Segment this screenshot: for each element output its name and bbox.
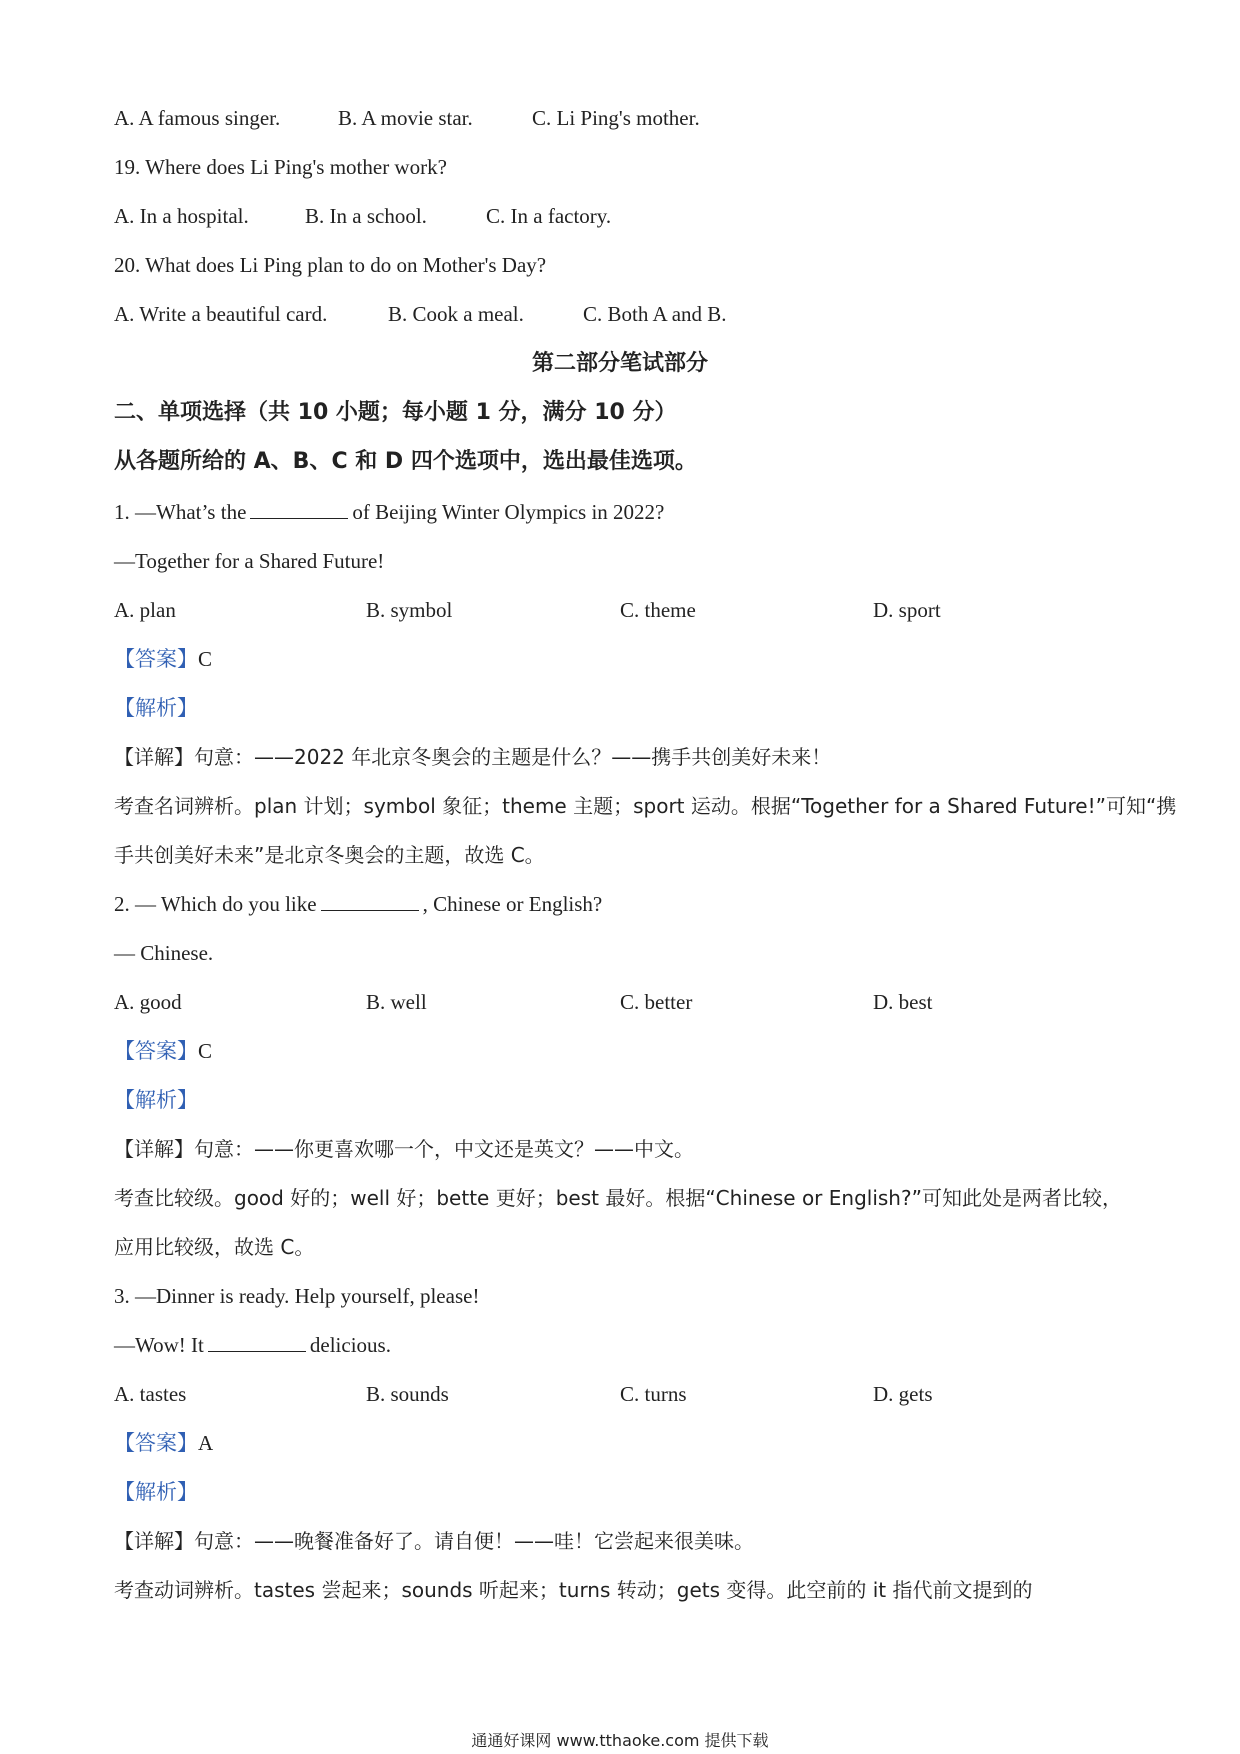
option-b: B. Cook a meal.: [388, 302, 524, 326]
answer-label: 【答案】: [114, 1039, 198, 1063]
answer-line: [114, 1037, 212, 1065]
section-instruction: 从各题所给的 A、B、C 和 D 四个选项中，选出最佳选项。: [114, 449, 697, 474]
explanation-text: 考查比较级。good 好的；well 好；bette 更好；best 最好。根据“Chinese or English?”可知此处是两者比较，: [114, 1186, 1122, 1210]
option-a: A. Write a beautiful card.: [114, 302, 328, 326]
detail-text: 句意：——2022 年北京冬奥会的主题是什么？——携手共创美好未来！: [194, 745, 832, 769]
page-footer: 通通好课网 www.tthaoke.com 提供下载: [471, 1731, 769, 1750]
section-title: 二、单项选择（共 10 小题；每小题 1 分，满分 10 分）: [114, 400, 677, 425]
option-b: B. well: [366, 990, 427, 1014]
analysis-label: 【解析】: [114, 1480, 198, 1504]
blank: [208, 1333, 306, 1352]
option-d: D. gets: [873, 1382, 933, 1406]
option-a: A. good: [114, 990, 182, 1014]
question-2: [114, 890, 602, 918]
answer-value: A: [198, 1431, 214, 1455]
detail-label: 【详解】: [114, 1529, 194, 1553]
option-a: A. plan: [114, 598, 176, 622]
question-19: 19. Where does Li Ping's mother work?: [114, 155, 447, 179]
detail-line: [114, 743, 831, 771]
option-b: B. symbol: [366, 598, 453, 622]
question-text: of Beijing Winter Olympics in 2022?: [352, 500, 665, 524]
answer-value: C: [198, 647, 213, 671]
answer-value: C: [198, 1039, 213, 1063]
question-1-response: —Together for a Shared Future!: [114, 549, 385, 573]
option-a: A. tastes: [114, 1382, 187, 1406]
question-3-response: [114, 1331, 391, 1359]
option-d: D. best: [873, 990, 933, 1014]
question-20: 20. What does Li Ping plan to do on Mother's Day?: [114, 253, 547, 277]
question-text: 1. —What’s the: [114, 500, 247, 524]
detail-text: 句意：——你更喜欢哪一个，中文还是英文？——中文。: [194, 1137, 694, 1161]
answer-label: 【答案】: [114, 1431, 198, 1455]
option-c: C. In a factory.: [486, 204, 612, 228]
detail-text: 句意：——晚餐准备好了。请自便！——哇！它尝起来很美味。: [194, 1529, 754, 1553]
question-text: 2. — Which do you like: [114, 892, 317, 916]
option-d: D. sport: [873, 598, 941, 622]
blank: [321, 892, 419, 911]
explanation-text: 考查名词辨析。plan 计划；symbol 象征；theme 主题；sport 运动。根据“Together for a Shared Future!”可知“携: [114, 794, 1177, 818]
option-c: C. Both A and B.: [583, 302, 727, 326]
option-b: B. In a school.: [305, 204, 427, 228]
question-2-response: — Chinese.: [114, 941, 214, 965]
detail-line: [114, 1527, 754, 1555]
question-text: —Wow! It: [114, 1333, 204, 1357]
explanation-text: 考查动词辨析。tastes 尝起来；sounds 听起来；turns 转动；gets 变得。此空前的 it 指代前文提到的: [114, 1578, 1033, 1602]
option-a: A. A famous singer.: [114, 106, 281, 130]
analysis-label: 【解析】: [114, 1088, 198, 1112]
option-b: B. sounds: [366, 1382, 449, 1406]
question-1: [114, 498, 664, 526]
option-b: B. A movie star.: [338, 106, 473, 130]
detail-label: 【详解】: [114, 745, 194, 769]
option-a: A. In a hospital.: [114, 204, 249, 228]
part-title: 第二部分笔试部分: [531, 351, 708, 376]
option-c: C. turns: [620, 1382, 687, 1406]
blank: [250, 500, 348, 519]
explanation-text: 应用比较级，故选 C。: [114, 1235, 315, 1259]
question-text: delicious.: [309, 1333, 391, 1357]
explanation-text: 手共创美好未来”是北京冬奥会的主题，故选 C。: [114, 843, 545, 867]
detail-label: 【详解】: [114, 1137, 194, 1161]
question-3: 3. —Dinner is ready. Help yourself, please!: [114, 1284, 480, 1308]
option-c: C. theme: [620, 598, 696, 622]
answer-line: [114, 645, 212, 673]
option-c: C. better: [620, 990, 693, 1014]
answer-label: 【答案】: [114, 647, 198, 671]
detail-line: [114, 1135, 694, 1163]
answer-line: [114, 1429, 213, 1457]
question-text: , Chinese or English?: [422, 892, 603, 916]
option-c: C. Li Ping's mother.: [532, 106, 700, 130]
analysis-label: 【解析】: [114, 696, 198, 720]
